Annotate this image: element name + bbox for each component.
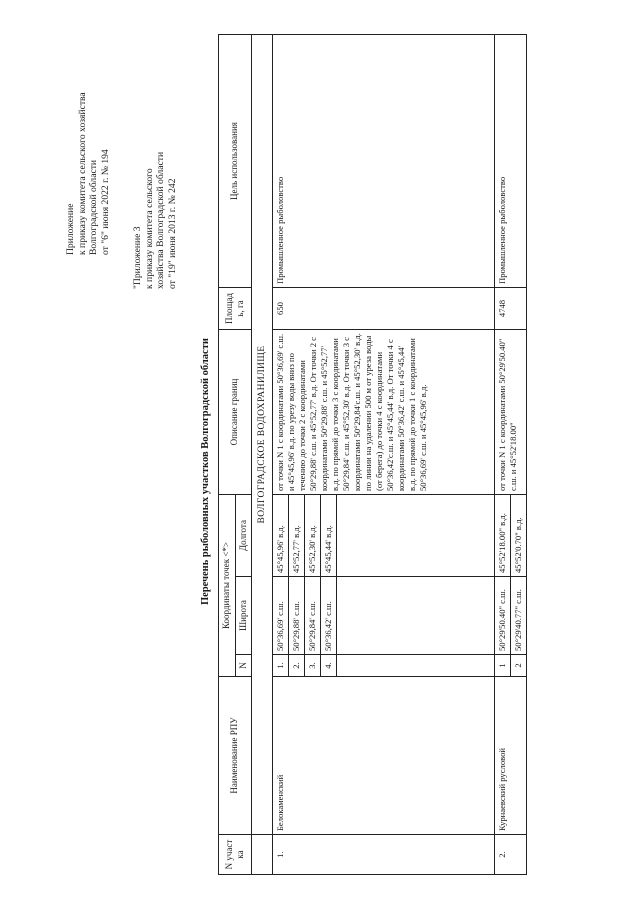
table-header-row xyxy=(219,35,236,875)
appendix-line: "Приложение 3 xyxy=(132,226,143,289)
header-rpu-name: Наименование РПУ xyxy=(219,677,252,835)
fishing-areas-table xyxy=(218,34,527,875)
area-ha: 650 xyxy=(273,288,495,330)
table-row xyxy=(495,35,511,875)
document-title: Перечень рыболовных участков Волгоградской области xyxy=(200,338,211,605)
point-latitude: 50°29'50.40" с.ш. xyxy=(495,577,511,655)
table-row xyxy=(273,35,289,875)
section-title: ВОЛГОГРАДСКОЕ ВОДОХРАНИЛИЩЕ xyxy=(252,35,273,835)
appendix-block-current xyxy=(65,92,112,255)
point-latitude: 50°29'40.77" с.ш. xyxy=(511,577,527,655)
point-latitude: 50°36,42' с.ш. xyxy=(321,577,337,655)
point-longitude: 45°52'18.00" в.д. xyxy=(495,495,511,577)
appendix-line: к приказу комитета сельского хозяйства xyxy=(76,92,88,255)
boundary-description: от точки N 1 с координатами 50°29'50.40" с.ш. и 45°52'18.00" xyxy=(495,330,527,495)
point-longitude: 45°52,30' в.д. xyxy=(305,495,321,577)
point-number: 1 xyxy=(495,655,511,677)
appendix-block-previous xyxy=(132,152,179,289)
usage-purpose: Промышленное рыболовство xyxy=(495,35,527,288)
appendix-line: хозяйства Волгоградской области xyxy=(155,151,167,289)
header-purpose: Цель использования xyxy=(219,35,252,288)
appendix-line: Приложение xyxy=(65,203,76,255)
header-longitude: Долгота xyxy=(235,495,252,577)
point-longitude: 45°52,77' в.д. xyxy=(289,495,305,577)
section-row xyxy=(252,35,273,875)
appendix-line: от "6" июня 2022 г. № 194 xyxy=(100,149,112,255)
appendix-line: от "19" июня 2013 г. № 242 xyxy=(167,178,179,289)
point-longitude: 45°52'0.70" в.д. xyxy=(511,495,527,577)
boundary-description: от точки N 1 с координатами 50°36,69' с.ш. и 45°45,96' в.д. по урезу воды вниз по течению до точки 2 с координатами 50°29,88' с.ш. и 45°52,77' в.д. От точки 2 с координатами 50°29,88' с.ш. и 45°52,77' в.д. по прямой до точки 3 с координатами 50°29,84' с.ш. и 45°52,30' в.д. От точки 3 с координатами 50°29,84'с.ш. и 45°52,30' в.д. по линии на удалении 500 м от уреза воды (от берега) до точки 4 с координатами 50°36,42'с.ш. и 45°45,44' в.д. От точки 4 с координатами 50°36,42' с.ш. и 45°45,44' в.д. по прямой до точки 1 с координатами 50°36,69' с.ш. и 45°45,96' в.д. xyxy=(273,330,495,495)
point-number: 2 xyxy=(511,655,527,677)
point-number: 4. xyxy=(321,655,337,677)
point-longitude: 45°45,96' в.д. xyxy=(273,495,289,577)
area-number: 1. xyxy=(273,835,495,875)
area-ha: 4748 xyxy=(495,288,527,330)
point-latitude: 50°29,84' с.ш. xyxy=(305,577,321,655)
point-longitude: 45°45,44' в.д. xyxy=(321,495,337,577)
point-number: 3. xyxy=(305,655,321,677)
rpu-name: Курнаевский русловой xyxy=(495,677,527,835)
header-area-ha: Площад ь, га xyxy=(219,288,252,330)
header-latitude: Широта xyxy=(235,577,252,655)
header-coordinates: Координаты точек <*> xyxy=(219,495,236,677)
header-point-number: N xyxy=(235,655,252,677)
rpu-name: Белокаменский xyxy=(273,677,495,835)
header-area-number: N участ ка xyxy=(219,835,252,875)
point-number: 2. xyxy=(289,655,305,677)
usage-purpose: Промышленное рыболовство xyxy=(273,35,495,288)
appendix-line: Волгоградской области xyxy=(88,159,100,255)
point-latitude: 50°36,69' с.ш. xyxy=(273,577,289,655)
point-latitude: 50°29,88' с.ш. xyxy=(289,577,305,655)
area-number: 2. xyxy=(495,835,527,875)
appendix-line: к приказу комитета сельского xyxy=(143,168,155,289)
header-boundary-description: Описание границ xyxy=(219,330,252,495)
point-number: 1. xyxy=(273,655,289,677)
